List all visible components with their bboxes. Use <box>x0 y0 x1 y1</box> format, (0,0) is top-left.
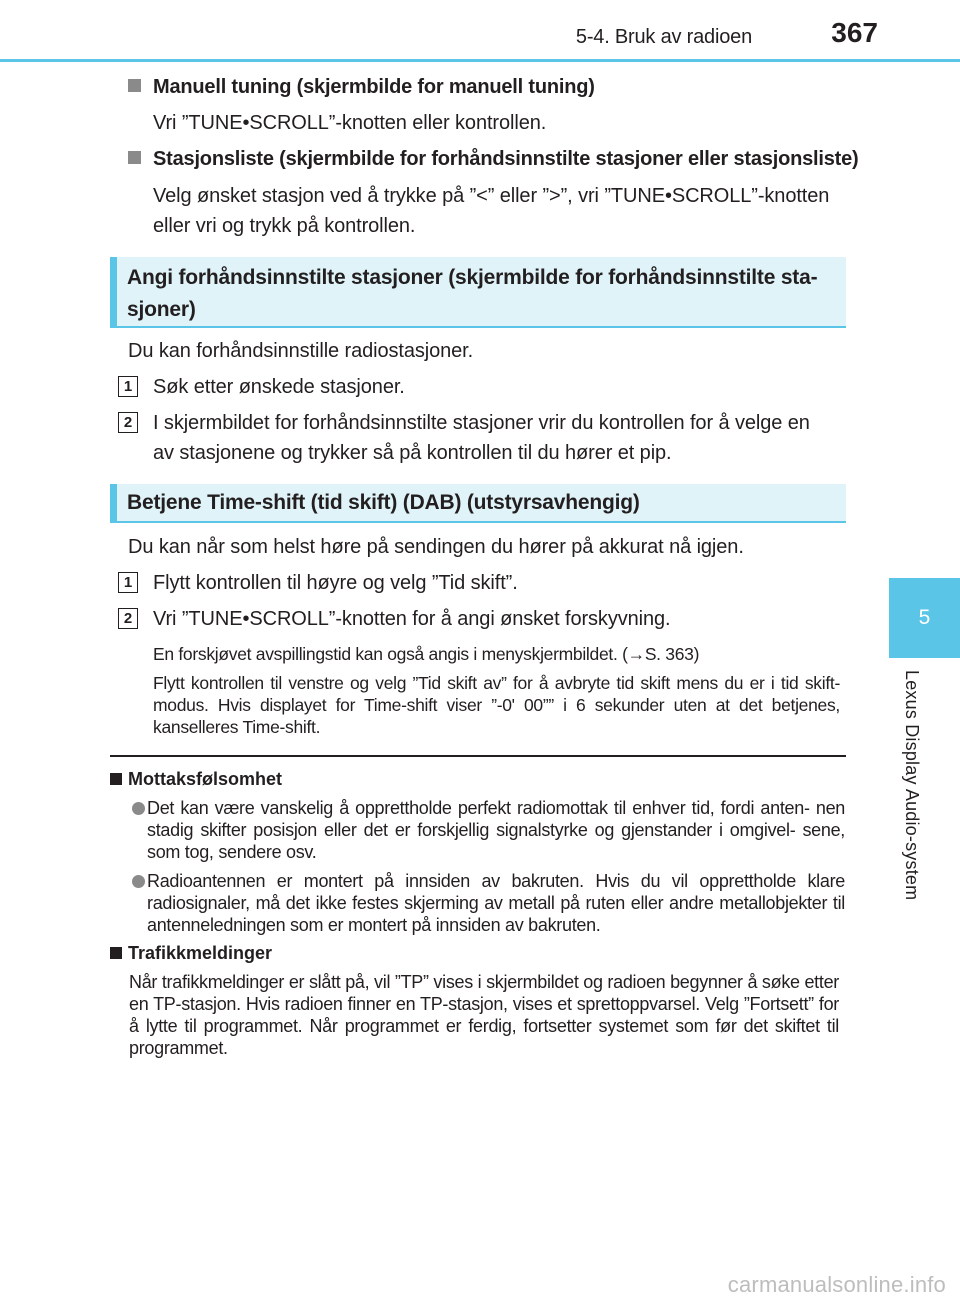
step-number: 2 <box>118 608 138 629</box>
square-bullet-icon <box>110 947 122 959</box>
info-title: Mottaksfølsomhet <box>110 767 282 791</box>
subsection-title: Manuell tuning (skjermbilde for manuell tuning) <box>128 74 595 100</box>
step-number: 2 <box>118 412 138 433</box>
info-bullet: Det kan være vanskelig å opprettholde perfekt radiomottak til enhver tid, fordi anten- nen stadig skifter posisjon eller det er forskjellig signalstyrke og gjenstander i omgivel- sene, som tog, sendere osv. <box>147 798 845 862</box>
chapter-label: Lexus Display Audio-system <box>902 670 922 901</box>
step-text: Flytt kontrollen til høyre og velg ”Tid skift”. <box>153 572 518 594</box>
step-text: Vri ”TUNE•SCROLL”-knotten for å angi ønsket forskyvning. <box>153 608 671 630</box>
subsection-body: Velg ønsket stasjon ved å trykke på ”<” eller ”>”, vri ”TUNE•SCROLL”-knotten <box>153 185 830 207</box>
square-bullet-icon <box>128 79 141 92</box>
section-band <box>110 257 846 328</box>
section-heading: 5-4. Bruk av radioen <box>575 26 752 48</box>
info-bullet: Radioantennen er montert på innsiden av bakruten. Hvis du vil opprettholde klare radiosignaler, må det ikke festes skjerming av metall på ruten eller andre metallobjekter til antenneledningen som er montert på innsiden av bakruten. <box>147 871 845 935</box>
step-number: 1 <box>118 572 138 593</box>
chapter-number: 5 <box>918 606 931 629</box>
note: En forskjøvet avspillingstid kan også angis i menyskjermbildet. (→S. 363) <box>153 644 700 664</box>
band-title: Angi forhåndsinnstilte stasjoner (skjermbilde for forhåndsinnstilte sta- <box>127 266 818 289</box>
info-title: Trafikkmeldinger <box>110 941 272 965</box>
step-text: av stasjonene og trykker så på kontrollen til du hører et pip. <box>153 442 672 464</box>
band-title: Betjene Time-shift (tid skift) (DAB) (utstyrsavhengig) <box>127 491 640 514</box>
circle-bullet-icon <box>128 798 148 818</box>
arrow-right-icon: → <box>627 644 645 664</box>
subsection-title: Stasjonsliste (skjermbilde for forhåndsinnstilte stasjoner eller stasjonsliste) <box>128 146 859 172</box>
step-text: I skjermbildet for forhåndsinnstilte stasjoner vrir du kontrollen for å velge en <box>153 412 810 434</box>
subsection-body: eller vri og trykk på kontrollen. <box>153 215 416 237</box>
watermark: carmanualsonline.info <box>727 1272 946 1297</box>
band-intro: Du kan forhåndsinnstille radiostasjoner. <box>128 340 474 362</box>
band-intro: Du kan når som helst høre på sendingen du hører på akkurat nå igjen. <box>128 536 744 558</box>
section-band <box>110 484 846 523</box>
divider <box>110 755 846 757</box>
band-title: sjoner) <box>127 298 196 321</box>
step-number: 1 <box>118 376 138 397</box>
circle-bullet-icon <box>128 871 148 891</box>
page-number: 367 <box>831 17 878 48</box>
chapter-tab <box>889 578 960 658</box>
step-text: Søk etter ønskede stasjoner. <box>153 376 405 398</box>
note: Flytt kontrollen til venstre og velg ”Tid skift av” for å avbryte tid skift mens du er i tid skift-modus. Hvis displayet for Time-shift viser ”-0' 00”” i 6 sekunder uten at det betjenes, kanselleres Time-shift. <box>153 673 840 737</box>
subsection-body: Vri ”TUNE•SCROLL”-knotten eller kontrollen. <box>153 112 547 134</box>
info-body: Når trafikkmeldinger er slått på, vil ”TP” vises i skjermbildet og radioen begynner å søke etter en TP-stasjon. Hvis radioen finner en TP-stasjon, vises et sprettoppvarsel. Velg ”Fortsett” for å lytte til programmet. Når programmet er ferdig, fortsetter systemet som før det skiftet til programmet. <box>129 972 839 1058</box>
header-rule <box>0 59 960 62</box>
square-bullet-icon <box>128 151 141 164</box>
square-bullet-icon <box>110 773 122 785</box>
